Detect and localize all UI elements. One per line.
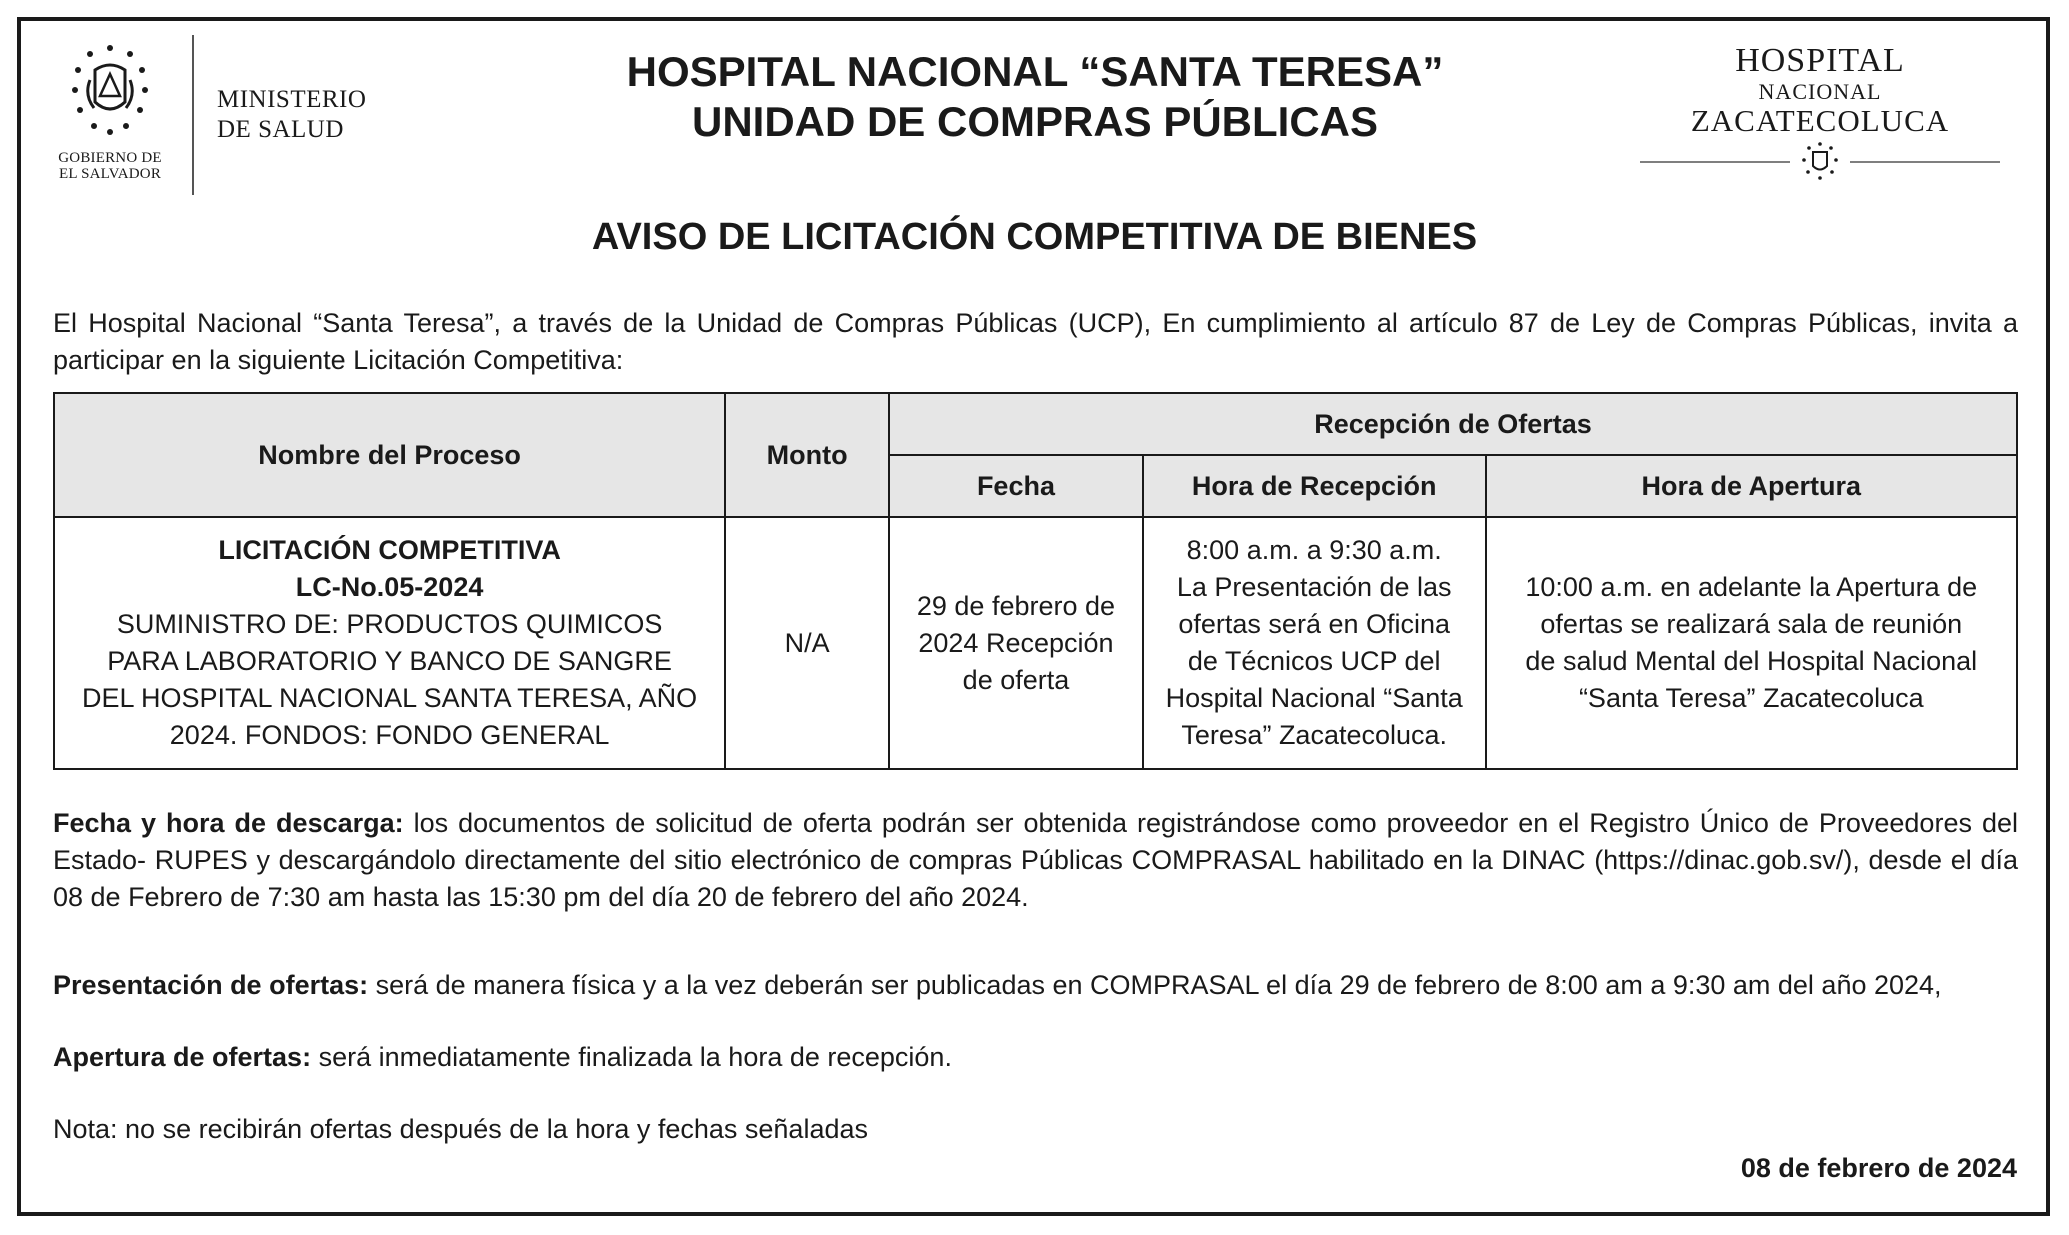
table-row xyxy=(54,517,2017,769)
el-salvador-coat-of-arms-icon xyxy=(50,40,170,140)
header-opening-time: Hora de Apertura xyxy=(1486,455,2017,517)
opening-paragraph: Apertura de ofertas: será inmediatamente finalizada la hora de recepción. xyxy=(53,1042,952,1072)
cell-date: 29 de febrero de 2024 Recepción de oferta xyxy=(889,517,1143,769)
cell-process-name: LICITACIÓN COMPETITIVA LC-No.05-2024 SUMINISTRO DE: PRODUCTOS QUIMICOS PARA LABORATORIO Y BANCO DE SANGRE DEL HOSPITAL NACIONAL SANTA TERESA, AÑO 2024. FONDOS: FONDO GENERAL xyxy=(54,517,725,769)
cell-amount: N/A xyxy=(725,517,889,769)
ministry-name: MINISTERIO DE SALUD xyxy=(217,86,367,143)
header-amount: Monto xyxy=(725,393,889,517)
note-paragraph: Nota: no se recibirán ofertas después de la hora y fechas señaladas xyxy=(53,1114,868,1144)
header-process-name: Nombre del Proceso xyxy=(54,393,725,517)
header-date: Fecha xyxy=(889,455,1143,517)
tender-table xyxy=(53,392,2018,770)
hospital-logo-seal-icon xyxy=(1640,140,2000,190)
header-divider xyxy=(192,35,194,195)
notice-title: AVISO DE LICITACIÓN COMPETITIVA DE BIENES xyxy=(591,216,1478,258)
hospital-logo: HOSPITAL NACIONAL ZACATECOLUCA xyxy=(1690,42,1950,138)
table-header-row xyxy=(54,393,2017,455)
header-reception-time: Hora de Recepción xyxy=(1143,455,1486,517)
unit-name-heading: UNIDAD DE COMPRAS PÚBLICAS xyxy=(691,98,1379,145)
hospital-name-heading: HOSPITAL NACIONAL “SANTA TERESA” xyxy=(626,48,1444,95)
download-paragraph: Fecha y hora de descarga: los documentos de solicitud de oferta podrán ser obtenida registrándose como proveedor en el Registro Único de Proveedores del Estado- RUPES y descargándolo directamente del sitio electrónico de compras Públicas COMPRASAL habilitado en la DINAC (https://dinac.gob.sv/), desde el día 08 de Febrero de 7:30 am hasta las 15:30 pm del día 20 de febrero del año 2024. xyxy=(53,808,2018,912)
intro-paragraph: El Hospital Nacional “Santa Teresa”, a través de la Unidad de Compras Públicas (UCP), En cumplimiento al artículo 87 de Ley de Compras Públicas, invita a participar en la siguiente Licitación Competitiva: xyxy=(53,308,2018,375)
presentation-paragraph: Presentación de ofertas: será de manera física y a la vez deberán ser publicadas en COMPRASAL el día 29 de febrero de 8:00 am a 9:30 am del año 2024, xyxy=(53,970,1942,1000)
header-offer-reception: Recepción de Ofertas xyxy=(889,393,2017,455)
signature-date: 08 de febrero de 2024 xyxy=(1740,1153,2017,1183)
cell-reception-time: 8:00 a.m. a 9:30 a.m. La Presentación de las ofertas será en Oficina de Técnicos UCP del Hospital Nacional “Santa Teresa” Zacatecoluca. xyxy=(1143,517,1486,769)
government-caption: GOBIERNO DE EL SALVADOR xyxy=(58,150,162,182)
cell-opening-time: 10:00 a.m. en adelante la Apertura de ofertas se realizará sala de reunión de salud Mental del Hospital Nacional “Santa Teresa” Zacatecoluca xyxy=(1486,517,2017,769)
